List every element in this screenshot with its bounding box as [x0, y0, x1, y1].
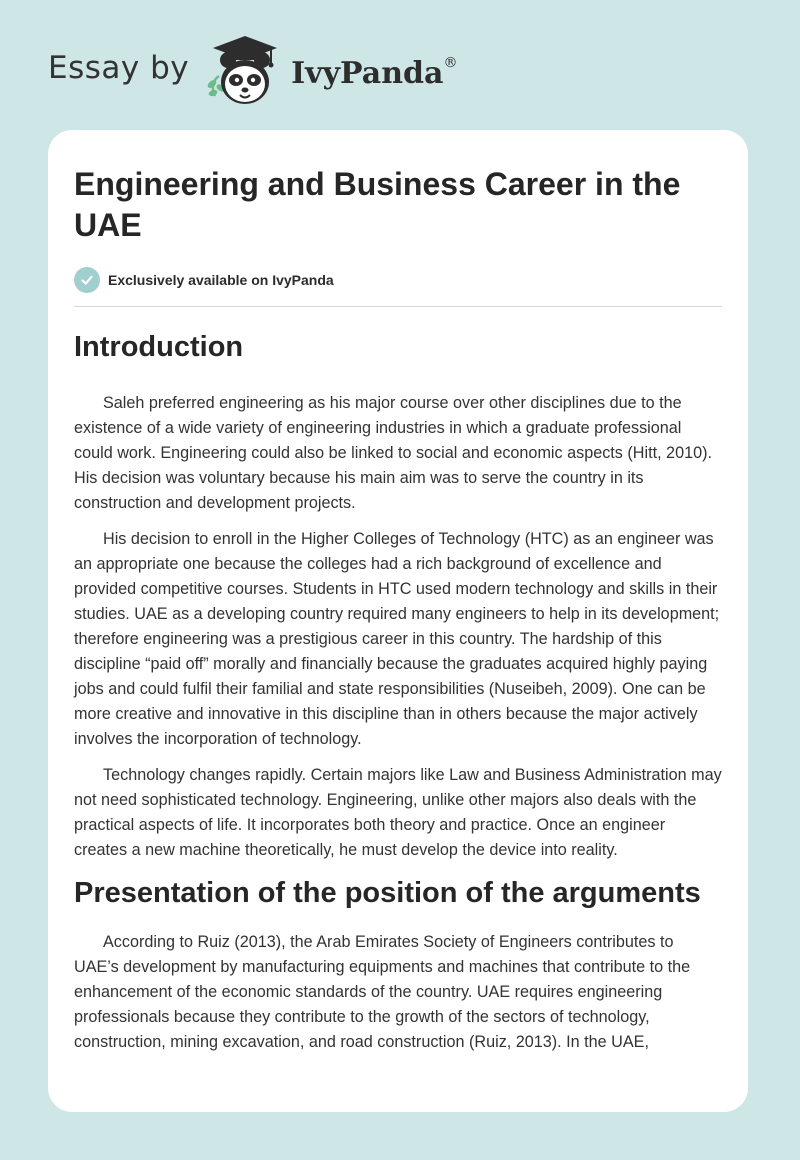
panda-graduate-icon — [201, 30, 287, 110]
brand-prefix: Essay by — [48, 50, 190, 86]
section-heading-introduction: Introduction — [74, 331, 244, 363]
trademark-symbol: ® — [443, 55, 458, 71]
brand-name: IvyPanda® — [291, 55, 458, 91]
article-title: Engineering and Business Career in the UAE — [74, 166, 681, 243]
divider — [74, 306, 722, 307]
paragraph: Saleh preferred engineering as his major course over other disciplines due to the existence of a wide variety of engineering industries in which a graduate professional could work. Engineering could also be linked to social and economic aspects (Hitt, 2010). His decision was voluntary because his main aim was to serve the country in its construction and development projects. — [74, 394, 712, 512]
paragraph: Technology changes rapidly. Certain majors like Law and Business Administration may not need sophisticated technology. Engineering, unlike other majors also deals with the practical aspects of life. It incorporates both theory and practice. Once an engineer creates a new machine theoretically, he must develop the device into reality. — [74, 766, 722, 859]
exclusive-badge — [74, 266, 722, 294]
section-heading-arguments: Presentation of the position of the arguments — [74, 877, 701, 909]
article-card — [48, 130, 748, 1112]
brand-header — [48, 30, 457, 110]
paragraph: According to Ruiz (2013), the Arab Emirates Society of Engineers contributes to UAE’s development by manufacturing equipments and machines that contribute to the enhancement of the economic standards of the country. UAE requires engineering professionals because they contribute to the growth of the sectors of technology, construction, mining excavation, and road construction (Ruiz, 2013). In the UAE, — [74, 933, 691, 1051]
paragraph: His decision to enroll in the Higher Colleges of Technology (HTC) as an engineer was an appropriate one because the colleges had a rich background of excellence and provided competitive courses. Students in HTC used modern technology and skills in their studies. UAE as a developing country required many engineers to help in its development; therefore engineering was a prestigious career in this country. The hardship of this discipline “paid off” morally and financially because the graduates acquired highly paying jobs and could fulfil their familial and state responsibilities (Nuseibeh, 2009). One can be more creative and innovative in this discipline than in others because the major actively involves the incorporation of technology. — [74, 530, 720, 748]
checkmark-icon — [74, 267, 100, 293]
exclusive-label: Exclusively available on IvyPanda — [108, 272, 334, 288]
